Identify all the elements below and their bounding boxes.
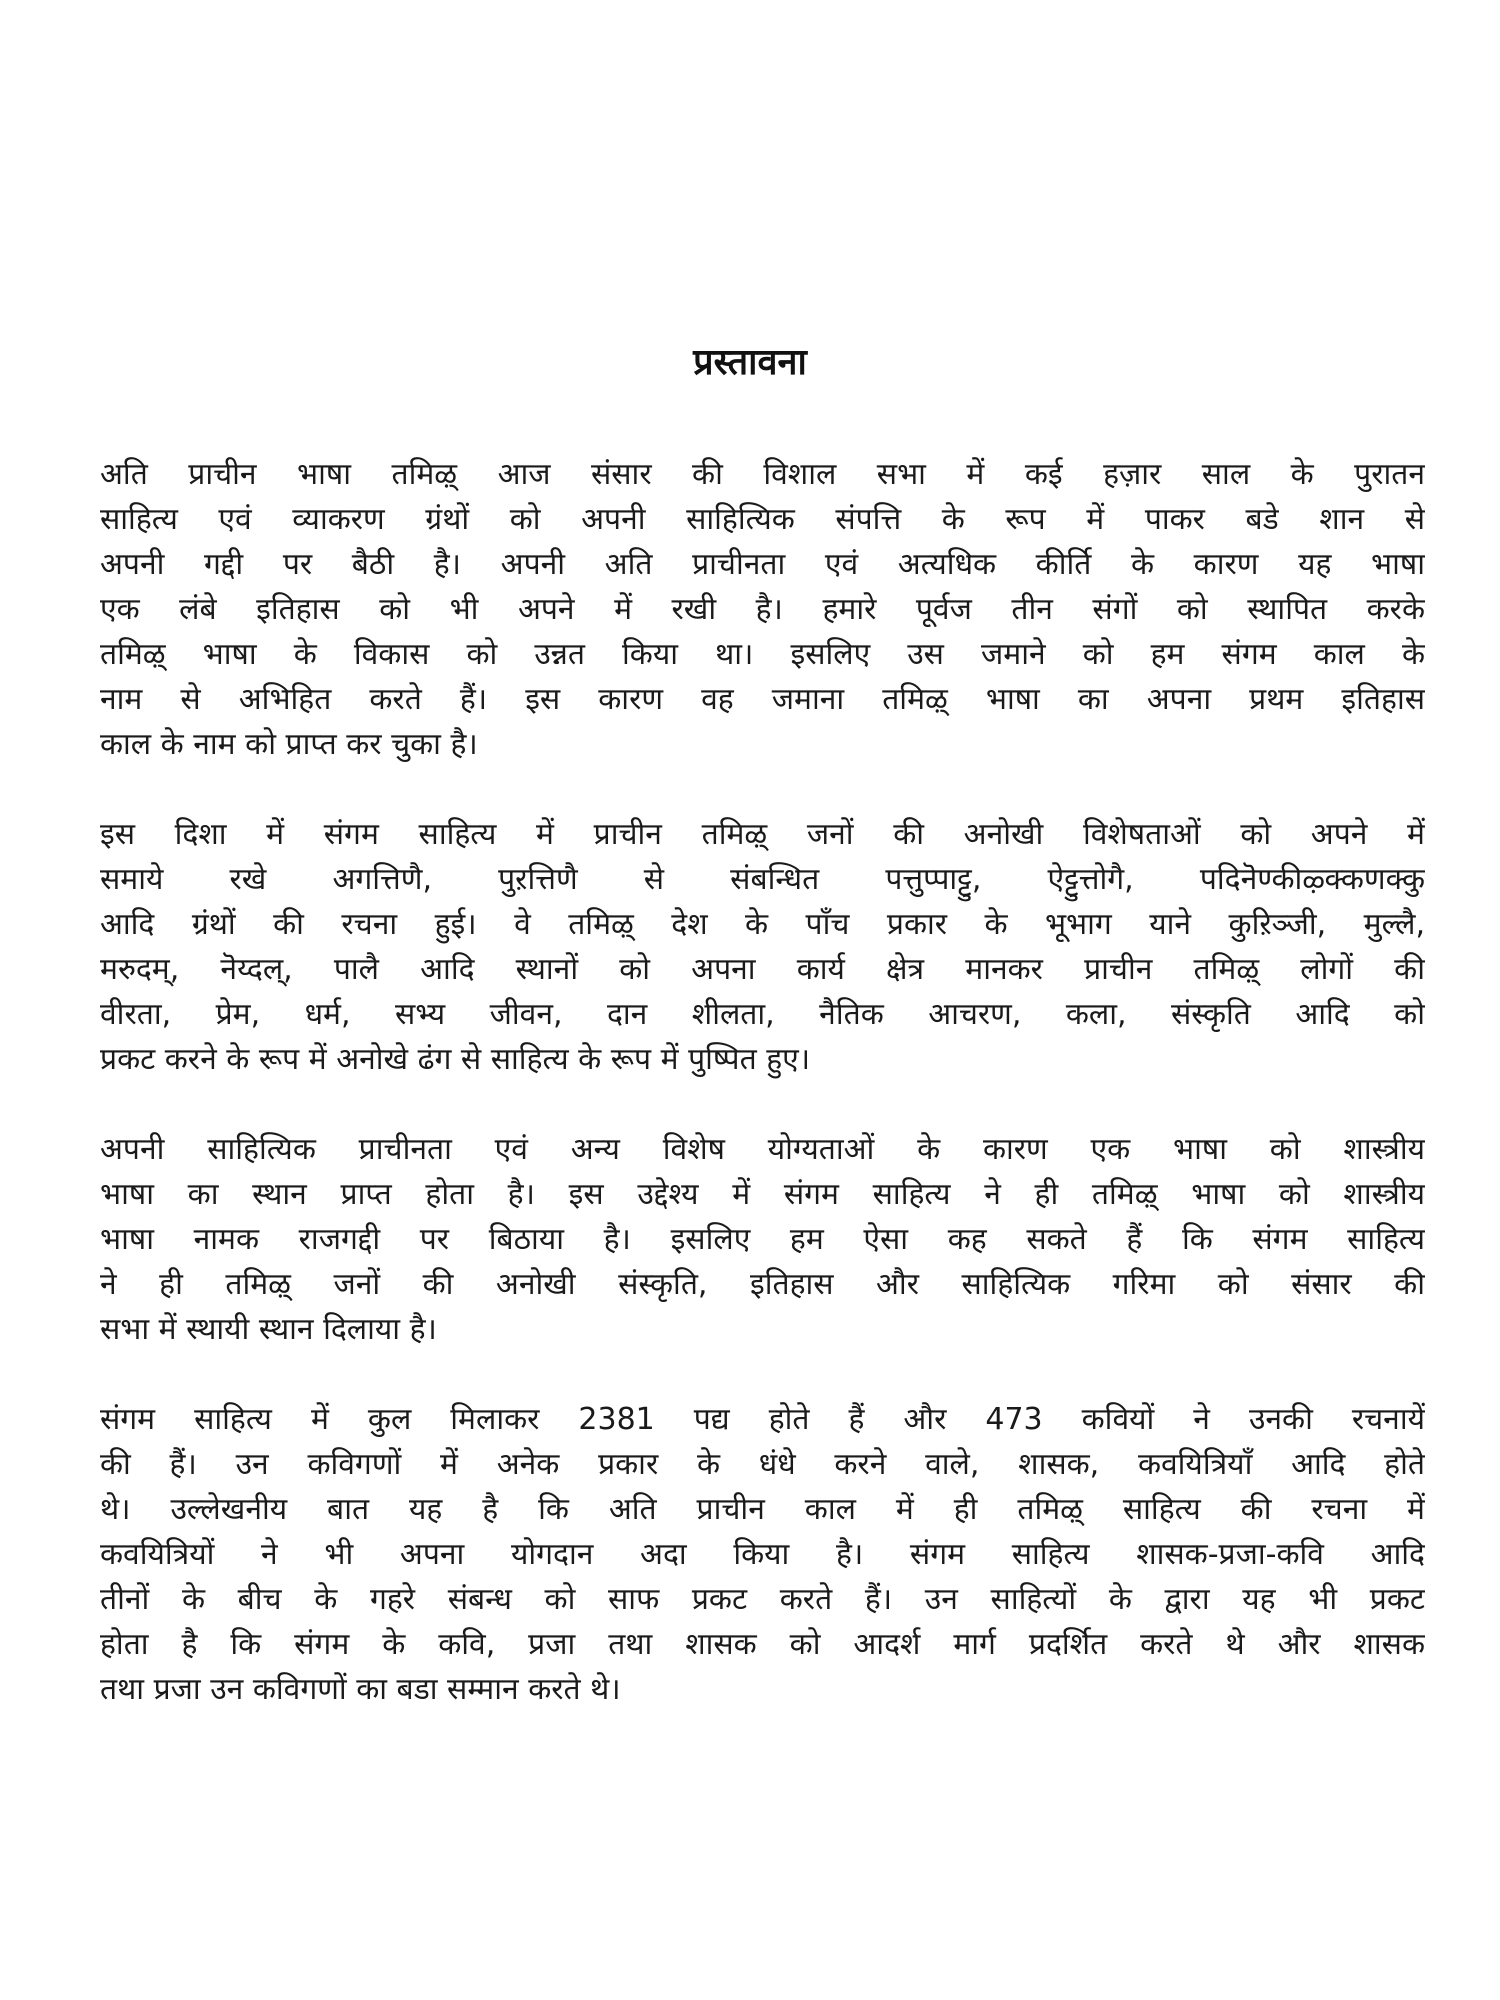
text-line: इस दिशा में संगम साहित्य में प्राचीन तमिऴ् जनों की अनोखी विशेषताओं को अपने में xyxy=(100,817,1425,852)
text-line: साहित्य एवं व्याकरण ग्रंथों को अपनी साहित्यिक संपत्ति के रूप में पाकर बडे शान से xyxy=(100,502,1425,537)
text-line: मरुदम्, नॆय्दल्, पालै आदि स्थानों को अपना कार्य क्षेत्र मानकर प्राचीन तमिऴ् लोगों की xyxy=(100,952,1425,987)
text-line: भाषा नामक राजगद्दी पर बिठाया है। इसलिए हम ऐसा कह सकते हैं कि संगम साहित्य xyxy=(100,1222,1425,1257)
paragraph xyxy=(100,1397,1425,1712)
body-text xyxy=(100,452,1425,1757)
text-line: संगम साहित्य में कुल मिलाकर 2381 पद्य होते हैं और 473 कवियों ने उनकी रचनायें xyxy=(100,1402,1425,1437)
text-line: समाये रखे अगत्तिणै, पुऱत्तिणै से संबन्धित पत्तुप्पाट्टु, ऐट्टुत्तोगै, पदिनॆण्कीऴ्क्कणक्कु xyxy=(100,862,1425,897)
text-line: एक लंबे इतिहास को भी अपने में रखी है। हमारे पूर्वज तीन संगों को स्थापित करके xyxy=(100,592,1425,627)
text-line: वीरता, प्रेम, धर्म, सभ्य जीवन, दान शीलता, नैतिक आचरण, कला, संस्कृति आदि को xyxy=(100,997,1425,1032)
text-line: काल के नाम को प्राप्त कर चुका है। xyxy=(100,727,478,762)
text-line: अपनी साहित्यिक प्राचीनता एवं अन्य विशेष योग्यताओं के कारण एक भाषा को शास्त्रीय xyxy=(100,1132,1425,1167)
text-line: की हैं। उन कविगणों में अनेक प्रकार के धंधे करने वाले, शासक, कवयित्रियाँ आदि होते xyxy=(100,1447,1425,1482)
text-line: नाम से अभिहित करते हैं। इस कारण वह जमाना तमिऴ् भाषा का अपना प्रथम इतिहास xyxy=(100,682,1425,717)
paragraph xyxy=(100,452,1425,767)
paragraph xyxy=(100,1127,1425,1352)
text-line: कवयित्रियों ने भी अपना योगदान अदा किया है। संगम साहित्य शासक-प्रजा-कवि आदि xyxy=(100,1537,1425,1572)
text-line: थे। उल्लेखनीय बात यह है कि अति प्राचीन काल में ही तमिऴ् साहित्य की रचना में xyxy=(100,1492,1425,1527)
page-title: प्रस्तावना xyxy=(693,342,807,383)
text-line: तीनों के बीच के गहरे संबन्ध को साफ प्रकट करते हैं। उन साहित्यों के द्वारा यह भी प्रकट xyxy=(100,1582,1425,1617)
text-line: आदि ग्रंथों की रचना हुई। वे तमिऴ् देश के पाँच प्रकार के भूभाग याने कुऱिञ्जी, मुल्लै, xyxy=(100,907,1425,942)
text-line: प्रकट करने के रूप में अनोखे ढंग से साहित्य के रूप में पुष्पित हुए। xyxy=(100,1042,811,1077)
text-line: अति प्राचीन भाषा तमिऴ् आज संसार की विशाल सभा में कई हज़ार साल के पुरातन xyxy=(100,457,1425,492)
text-line: तमिऴ् भाषा के विकास को उन्नत किया था। इसलिए उस जमाने को हम संगम काल के xyxy=(100,637,1425,672)
text-line: भाषा का स्थान प्राप्त होता है। इस उद्देश्य में संगम साहित्य ने ही तमिऴ् भाषा को शास्त्रीय xyxy=(100,1177,1425,1212)
text-line: तथा प्रजा उन कविगणों का बडा सम्मान करते थे। xyxy=(100,1672,621,1707)
text-line: ने ही तमिऴ् जनों की अनोखी संस्कृति, इतिहास और साहित्यिक गरिमा को संसार की xyxy=(100,1267,1425,1302)
text-line: अपनी गद्दी पर बैठी है। अपनी अति प्राचीनता एवं अत्यधिक कीर्ति के कारण यह भाषा xyxy=(100,547,1425,582)
text-line: सभा में स्थायी स्थान दिलाया है। xyxy=(100,1312,437,1347)
paragraph xyxy=(100,812,1425,1082)
text-line: होता है कि संगम के कवि, प्रजा तथा शासक को आदर्श मार्ग प्रदर्शित करते थे और शासक xyxy=(100,1627,1425,1662)
